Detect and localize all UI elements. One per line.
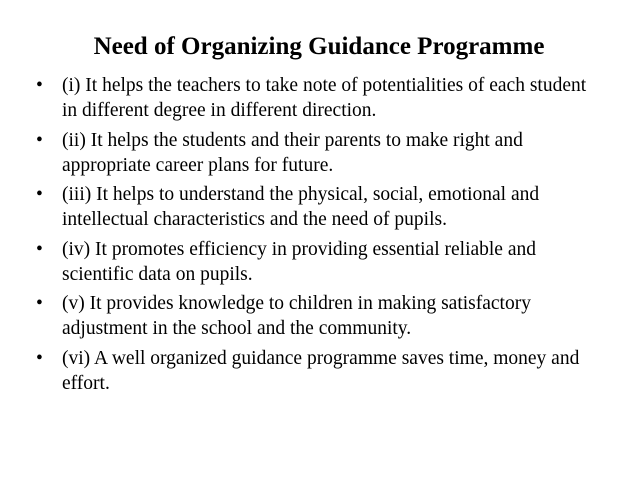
bullet-icon: • [36,184,43,205]
list-item [36,128,606,178]
list-item [36,346,606,396]
list-item [36,182,606,232]
list-item-text: (iii) It helps to understand the physical, social, emotional and intellectual characteristics and the need of pupils. [62,184,540,230]
bullet-icon: • [36,293,43,314]
list-item-text: (iv) It promotes efficiency in providing essential reliable and scientific data on pupils. [62,238,536,285]
list-item-text: (v) It provides knowledge to children in making satisfactory adjustment in the school and the community. [62,293,531,339]
bullet-icon: • [36,347,43,369]
list-item [36,73,606,123]
list-item [36,237,606,287]
list-item-text: (i) It helps the teachers to take note of potentialities of each student in different degree in different direction. [62,75,587,121]
bullet-icon: • [36,129,43,151]
list-item [36,291,606,341]
slide-title: Need of Organizing Guidance Programme [93,33,545,60]
list-item-text: (vi) A well organized guidance programme saves time, money and effort. [62,347,580,394]
bullet-list [36,73,606,400]
list-item-text: (ii) It helps the students and their parents to make right and appropriate career plans for future. [62,129,523,176]
bullet-icon: • [36,238,43,260]
bullet-icon: • [36,75,43,96]
